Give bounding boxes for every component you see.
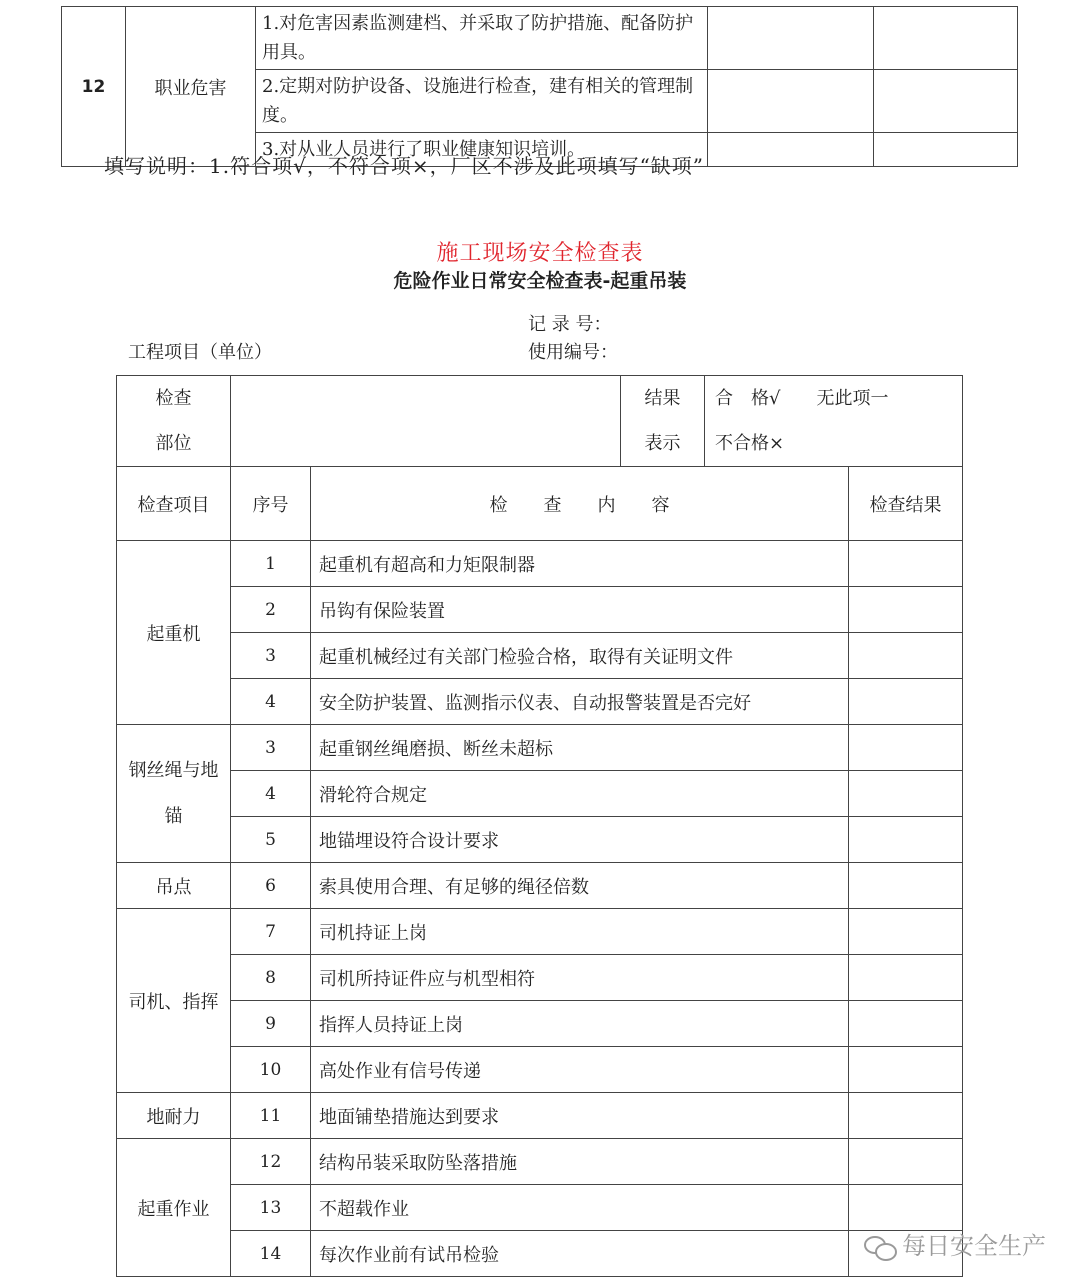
group-label: 地耐力 [117, 1093, 231, 1139]
item-number: 12 [62, 7, 126, 167]
row-content: 起重机有超高和力矩限制器 [311, 541, 849, 587]
row-result-cell[interactable] [849, 1185, 963, 1231]
row-result-cell[interactable] [849, 679, 963, 725]
group-label: 吊点 [117, 863, 231, 909]
inspect-part-input[interactable] [231, 376, 621, 467]
row-content: 地面铺垫措施达到要求 [311, 1093, 849, 1139]
row-result-cell[interactable] [849, 633, 963, 679]
row-seq: 11 [231, 1093, 311, 1139]
column-header-seq: 序号 [231, 467, 311, 541]
result-cell [708, 133, 874, 167]
record-number-label: 记 录 号： [528, 314, 612, 335]
row-result-cell[interactable] [849, 863, 963, 909]
row-seq: 12 [231, 1139, 311, 1185]
fill-instruction: 填写说明：1.符合项√，不符合项×，厂区不涉及此项填写“缺项” [104, 154, 705, 178]
hazard-item: 1.对危害因素监测建档、并采取了防护措施、配备防护用具。 [256, 7, 708, 70]
row-content: 起重钢丝绳磨损、断丝未超标 [311, 725, 849, 771]
watermark [864, 1226, 1046, 1261]
row-seq: 2 [231, 587, 311, 633]
row-result-cell[interactable] [849, 955, 963, 1001]
row-result-cell[interactable] [849, 1001, 963, 1047]
row-seq: 14 [231, 1231, 311, 1277]
occupational-hazard-table [61, 6, 1018, 167]
row-content: 索具使用合理、有足够的绳径倍数 [311, 863, 849, 909]
row-seq: 3 [231, 633, 311, 679]
row-result-cell[interactable] [849, 817, 963, 863]
project-label: 工程项目（单位） [128, 342, 272, 363]
hazard-item: 2.定期对防护设备、设施进行检查，建有相关的管理制度。 [256, 70, 708, 133]
group-label: 钢丝绳与地锚 [117, 725, 231, 863]
row-seq: 8 [231, 955, 311, 1001]
row-result-cell[interactable] [849, 1047, 963, 1093]
remark-cell [874, 133, 1018, 167]
row-result-cell[interactable] [849, 909, 963, 955]
result-cell [708, 7, 874, 70]
row-seq: 9 [231, 1001, 311, 1047]
row-content: 指挥人员持证上岗 [311, 1001, 849, 1047]
wechat-icon [864, 1234, 898, 1260]
row-content: 司机所持证件应与机型相符 [311, 955, 849, 1001]
row-result-cell[interactable] [849, 1139, 963, 1185]
result-legend-label: 结果 表示 [621, 376, 705, 467]
row-content: 地锚埋设符合设计要求 [311, 817, 849, 863]
row-content: 每次作业前有试吊检验 [311, 1231, 849, 1277]
page-title: 施工现场安全检查表 [436, 241, 644, 266]
group-label: 起重作业 [117, 1139, 231, 1277]
column-header-result: 检查结果 [849, 467, 963, 541]
row-result-cell[interactable] [849, 587, 963, 633]
row-content: 滑轮符合规定 [311, 771, 849, 817]
row-seq: 7 [231, 909, 311, 955]
row-seq: 4 [231, 771, 311, 817]
use-number-label: 使用编号： [528, 342, 618, 363]
row-content: 吊钩有保险装置 [311, 587, 849, 633]
row-seq: 6 [231, 863, 311, 909]
remark-cell [874, 70, 1018, 133]
row-seq: 3 [231, 725, 311, 771]
group-label: 司机、指挥 [117, 909, 231, 1093]
result-cell [708, 70, 874, 133]
row-result-cell[interactable] [849, 541, 963, 587]
row-seq: 13 [231, 1185, 311, 1231]
lifting-inspection-table [116, 375, 963, 1277]
row-seq: 4 [231, 679, 311, 725]
row-seq: 5 [231, 817, 311, 863]
watermark-text: 每日安全生产 [902, 1232, 1046, 1260]
result-legend: 合 格√ 无此项一 不合格× [705, 376, 963, 467]
row-seq: 10 [231, 1047, 311, 1093]
hazard-item: 3.对从业人员进行了职业健康知识培训。 [256, 133, 708, 167]
row-content: 安全防护装置、监测指示仪表、自动报警装置是否完好 [311, 679, 849, 725]
group-label: 起重机 [117, 541, 231, 725]
row-content: 司机持证上岗 [311, 909, 849, 955]
form-subtitle: 危险作业日常安全检查表-起重吊装 [393, 270, 687, 292]
column-header-item: 检查项目 [117, 467, 231, 541]
row-result-cell[interactable] [849, 1093, 963, 1139]
row-content: 高处作业有信号传递 [311, 1047, 849, 1093]
row-seq: 1 [231, 541, 311, 587]
row-result-cell[interactable] [849, 725, 963, 771]
item-category: 职业危害 [126, 7, 256, 167]
column-header-content: 检 查 内 容 [311, 467, 849, 541]
inspect-part-label: 检查 部位 [117, 376, 231, 467]
row-content: 不超载作业 [311, 1185, 849, 1231]
row-result-cell[interactable] [849, 771, 963, 817]
remark-cell [874, 7, 1018, 70]
row-content: 起重机械经过有关部门检验合格，取得有关证明文件 [311, 633, 849, 679]
row-content: 结构吊装采取防坠落措施 [311, 1139, 849, 1185]
